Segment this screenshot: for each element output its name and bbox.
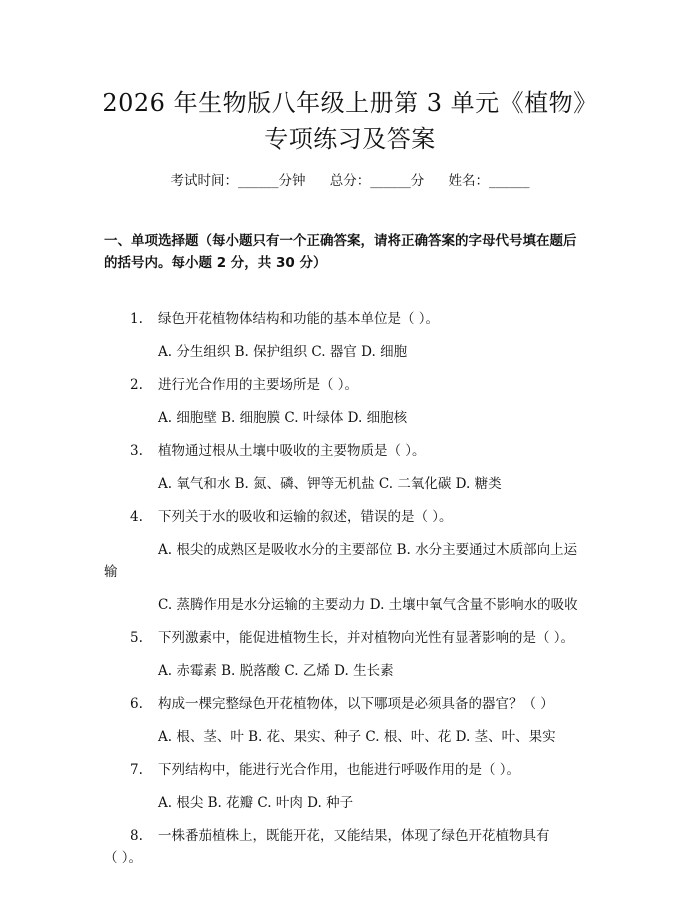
section-heading: 一、单项选择题（每小题只有一个正确答案，请将正确答案的字母代号填在题后 的括号内。每小题 2 分，共 30 分） [104, 233, 577, 271]
question-number: 8. [130, 828, 143, 844]
question-number: 1. [130, 311, 143, 327]
question-text: 进行光合作用的主要场所是（ ）。 [158, 377, 359, 393]
question-2-options: A. 细胞壁 B. 细胞膜 C. 叶绿体 D. 细胞核 [158, 410, 408, 426]
student-name: 姓名：______ [448, 173, 530, 189]
question-text: 一株番茄植株上，既能开花，又能结果，体现了绿色开花植物具有 [158, 828, 550, 844]
page-title: 2026 年生物版八年级上册第 3 单元《植物》 [102, 89, 598, 117]
question-text: 构成一棵完整绿色开花植物体，以下哪项是必须具备的器官？（ ） [158, 696, 554, 712]
question-7-options: A. 根尖 B. 花瓣 C. 叶肉 D. 种子 [158, 795, 354, 811]
question-text: 下列激素中，能促进植物生长，并对植物向光性有显著影响的是（ ）。 [158, 630, 575, 646]
question-text: 植物通过根从土壤中吸收的主要物质是（ ）。 [158, 443, 426, 459]
page-title-line2: 专项练习及答案 [264, 125, 436, 153]
question-text: 下列结构中，能进行光合作用，也能进行呼吸作用的是（ ）。 [158, 762, 521, 778]
question-8-text-wrap: （ ）。 [104, 850, 143, 866]
exam-info [0, 169, 700, 189]
question-number: 3. [130, 443, 143, 459]
question-4-options-line2: C. 蒸腾作用是水分运输的主要动力 D. 土壤中氧气含量不影响水的吸收 [158, 597, 578, 613]
question-4-options-line1: A. 根尖的成熟区是吸收水分的主要部位 B. 水分主要通过木质部向上运 [158, 542, 578, 558]
question-number: 6. [130, 696, 143, 712]
question-1-options: A. 分生组织 B. 保护组织 C. 器官 D. 细胞 [158, 344, 408, 360]
question-4-options-wrap: 输 [104, 564, 118, 580]
question-number: 2. [130, 377, 143, 393]
question-number: 4. [130, 509, 143, 525]
question-text: 绿色开花植物体结构和功能的基本单位是（ ）。 [158, 311, 440, 327]
question-6-options: A. 根、茎、叶 B. 花、果实、种子 C. 根、叶、花 D. 茎、叶、果实 [158, 729, 556, 745]
question-number: 7. [130, 762, 143, 778]
total-score: 总分：______分 [329, 173, 425, 189]
question-text: 下列关于水的吸收和运输的叙述，错误的是（ ）。 [158, 509, 453, 525]
question-number: 5. [130, 630, 143, 646]
question-5-options: A. 赤霉素 B. 脱落酸 C. 乙烯 D. 生长素 [158, 663, 394, 679]
exam-time: 考试时间：______分钟 [170, 173, 306, 189]
question-3-options: A. 氧气和水 B. 氮、磷、钾等无机盐 C. 二氧化碳 D. 糖类 [158, 476, 502, 492]
